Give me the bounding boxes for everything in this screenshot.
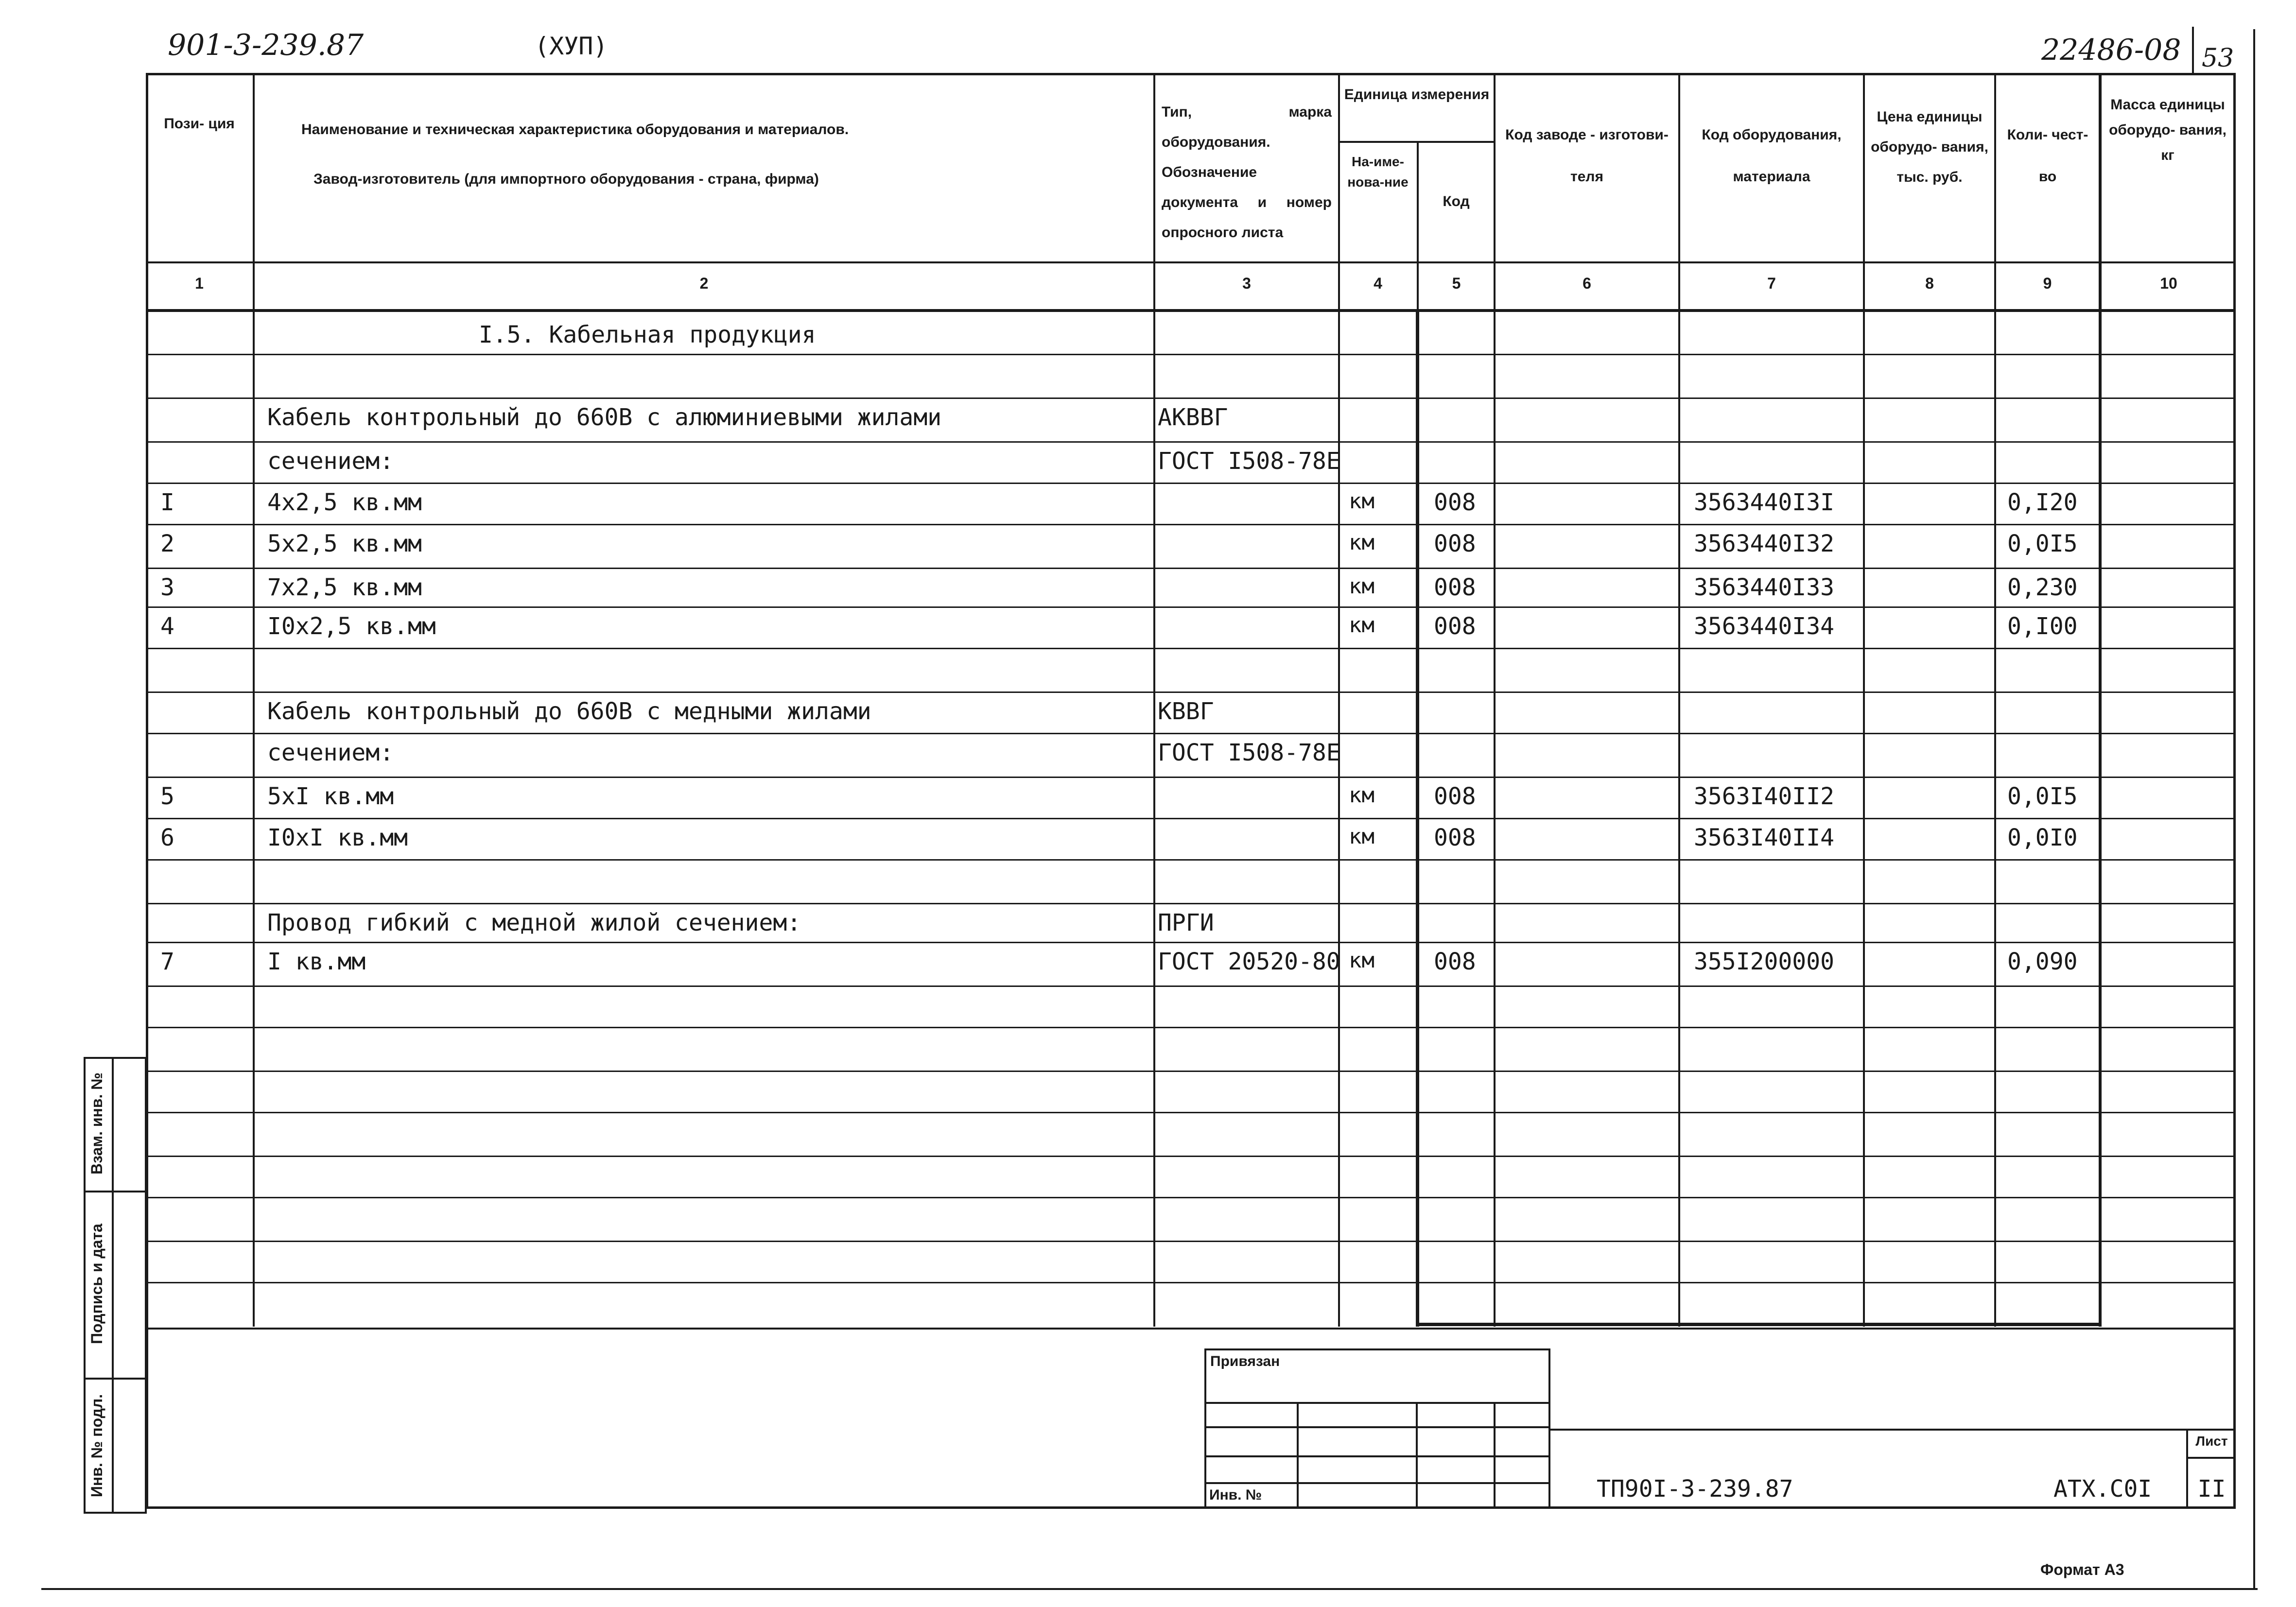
row-7-code: 008: [1434, 574, 1476, 601]
row-6-qty: 0,0I5: [2007, 530, 2078, 557]
top-document-code: 901-3-239.87: [168, 28, 364, 62]
sheet-label: Лист: [2195, 1434, 2228, 1449]
colnum-7: 7: [1767, 275, 1776, 292]
row-line-15: [146, 942, 2236, 943]
row-7-qty: 0,230: [2007, 574, 2078, 601]
row-line-12: [146, 818, 2236, 819]
side-stamp-inv-podl: Инв. № подл.: [88, 1394, 105, 1498]
col-line-6: [1678, 73, 1680, 1327]
col-line-3: [1338, 73, 1340, 1327]
row-16-name: I кв.мм: [267, 948, 366, 975]
col-line-1: [253, 73, 255, 1327]
page-number: 53: [2202, 44, 2234, 73]
row-1-name: I.5. Кабельная продукция: [479, 321, 816, 348]
row-16-unit: км: [1349, 948, 1374, 973]
row-16-qty: 0,090: [2007, 948, 2078, 975]
colnum-1: 1: [195, 275, 204, 292]
row-line-5: [146, 524, 2236, 525]
sheet-divider: [2186, 1429, 2188, 1509]
row-4-name: сечением:: [267, 448, 394, 475]
row-line-23: [146, 1282, 2236, 1283]
row-3-type: АКВВГ: [1158, 404, 1228, 431]
privyazan-block: [1204, 1348, 1550, 1509]
row-16-pos: 7: [160, 948, 174, 975]
row-line-14: [146, 903, 2236, 904]
row-6-code: 008: [1434, 530, 1476, 557]
header-quantity: Коли- чест- во: [2007, 127, 2088, 185]
row-12-qty: 0,0I5: [2007, 783, 2078, 810]
unit-sub-line: [1338, 141, 1496, 143]
header-unit-code: Код: [1443, 193, 1470, 209]
row-line-2: [146, 397, 2236, 399]
row-line-17: [146, 1027, 2236, 1028]
format-label: Формат А3: [2040, 1561, 2124, 1578]
row-6-pos: 2: [160, 530, 174, 557]
row-12-name: 5хI кв.мм: [267, 783, 394, 810]
privyazan-line-4: [1204, 1482, 1550, 1484]
row-8-qty: 0,I00: [2007, 613, 2078, 640]
colnum-6: 6: [1583, 275, 1591, 292]
row-7-unit: км: [1349, 574, 1374, 599]
row-15-type: ПРГИ: [1158, 909, 1214, 936]
row-line-22: [146, 1241, 2236, 1242]
row-8-code: 008: [1434, 613, 1476, 640]
row-line-10: [146, 733, 2236, 734]
row-12-code: 008: [1434, 783, 1476, 810]
col-line-4-head: [1417, 141, 1419, 311]
row-4-type: ГОСТ I508-78Е: [1158, 448, 1340, 475]
row-line-11: [146, 777, 2236, 778]
row-16-type: ГОСТ 20520-80: [1158, 948, 1340, 975]
header-unit-name: На-име-нова-ние: [1347, 154, 1409, 190]
row-line-4: [146, 483, 2236, 484]
privyazan-line-2: [1204, 1426, 1550, 1428]
body-end-line: [146, 1328, 2236, 1330]
row-13-name: I0хI кв.мм: [267, 824, 408, 851]
row-13-qty: 0,0I0: [2007, 824, 2078, 851]
row-7-mcode: 3563440I33: [1694, 574, 1834, 601]
row-16-mcode: 355I200000: [1694, 948, 1834, 975]
row-line-7: [146, 606, 2236, 608]
row-11-type: ГОСТ I508-78Е: [1158, 739, 1340, 766]
side-stamp-vzam: Взам. инв. №: [88, 1072, 105, 1175]
row-7-name: 7х2,5 кв.мм: [267, 574, 422, 601]
header-price: Цена единицы оборудо- вания, тыс. руб.: [1871, 109, 1988, 185]
row-5-code: 008: [1434, 489, 1476, 516]
privyazan-line-1: [1204, 1402, 1550, 1404]
row-12-unit: км: [1349, 783, 1374, 808]
header-factory-code: Код заводе - изготови- теля: [1505, 127, 1669, 185]
body-bottom-bold-line: [1416, 1323, 2101, 1326]
row-13-unit: км: [1349, 824, 1374, 849]
frame-bottom-line: [41, 1588, 2258, 1590]
side-stamp-podpis: Подпись и дата: [88, 1224, 105, 1344]
colnum-9: 9: [2043, 275, 2052, 292]
page-number-divider: [2192, 27, 2194, 75]
row-8-mcode: 3563440I34: [1694, 613, 1834, 640]
row-12-pos: 5: [160, 783, 174, 810]
row-5-qty: 0,I20: [2007, 489, 2078, 516]
colnum-bottom-line: [146, 309, 2236, 312]
colnum-4: 4: [1374, 275, 1382, 292]
row-11-name: сечением:: [267, 739, 394, 766]
col-line-2: [1153, 73, 1155, 1327]
inv-no-label: Инв. №: [1209, 1487, 1262, 1503]
header-unit: Единица измерения: [1344, 86, 1490, 103]
row-line-18: [146, 1071, 2236, 1072]
row-13-pos: 6: [160, 824, 174, 851]
sheet-number: II: [2197, 1475, 2226, 1503]
row-6-mcode: 3563440I32: [1694, 530, 1834, 557]
colnum-2: 2: [699, 275, 709, 292]
row-5-pos: I: [160, 489, 174, 516]
sheet-code: АТХ.С0I: [2053, 1475, 2152, 1503]
row-5-name: 4х2,5 кв.мм: [267, 489, 422, 516]
row-13-code: 008: [1434, 824, 1476, 851]
colnum-3: 3: [1242, 275, 1251, 292]
row-line-16: [146, 985, 2236, 987]
row-line-13: [146, 859, 2236, 861]
title-block-top-line: [1550, 1429, 2236, 1431]
row-6-unit: км: [1349, 530, 1374, 555]
row-6-name: 5х2,5 кв.мм: [267, 530, 422, 557]
privyazan-label: Привязан: [1210, 1353, 1280, 1369]
privyazan-line-3: [1204, 1455, 1550, 1457]
row-3-name: Кабель контрольный до 660В с алюминиевыми жилами: [267, 404, 942, 431]
colnum-5: 5: [1452, 275, 1461, 292]
header-material-code: Код оборудования, материала: [1702, 127, 1842, 185]
header-mass: Масса единицы оборудо- вания, кг: [2109, 97, 2226, 163]
document-code: ТП90I-3-239.87: [1597, 1475, 1793, 1503]
row-line-1: [146, 354, 2236, 355]
privyazan-vline-2: [1416, 1402, 1418, 1509]
col-line-5: [1494, 73, 1496, 1327]
header-type: Тип, марка оборудования. Обозначение документа и номер опросного листа: [1162, 104, 1332, 241]
row-line-19: [146, 1112, 2236, 1113]
row-12-mcode: 3563I40II2: [1694, 783, 1834, 810]
row-7-pos: 3: [160, 574, 174, 601]
colnum-10: 10: [2160, 275, 2177, 292]
row-line-3: [146, 441, 2236, 443]
col-line-7: [1863, 73, 1865, 1327]
privyazan-vline-1: [1297, 1402, 1299, 1509]
row-13-mcode: 3563I40II4: [1694, 824, 1834, 851]
row-15-name: Провод гибкий с медной жилой сечением:: [267, 909, 801, 936]
privyazan-vline-3: [1494, 1402, 1496, 1509]
row-5-unit: км: [1349, 489, 1374, 514]
row-line-8: [146, 648, 2236, 649]
col-line-8: [1994, 73, 1996, 1327]
row-5-mcode: 3563440I3I: [1694, 489, 1834, 516]
col-line-9: [2099, 73, 2102, 1327]
row-8-pos: 4: [160, 613, 174, 640]
side-stamp-vertical: [112, 1057, 114, 1514]
row-16-code: 008: [1434, 948, 1476, 975]
row-line-20: [146, 1156, 2236, 1157]
top-mark: (ХУП): [535, 32, 608, 60]
row-8-unit: км: [1349, 613, 1374, 638]
header-position: Пози- ция: [164, 116, 235, 132]
top-right-code: 22486-08: [2041, 33, 2181, 67]
header-name-line1: Наименование и техническая характеристика оборудования и материалов.: [301, 121, 849, 138]
frame-right-line: [2253, 29, 2255, 1589]
row-10-type: КВВГ: [1158, 698, 1214, 725]
header-bottom-line: [146, 261, 2236, 263]
row-line-6: [146, 568, 2236, 569]
row-10-name: Кабель контрольный до 660В с медными жилами: [267, 698, 871, 725]
sheet-label-line: [2186, 1457, 2236, 1459]
header-name-line2: Завод-изготовитель (для импортного оборудования - страна, фирма): [313, 171, 819, 187]
row-line-21: [146, 1197, 2236, 1198]
row-8-name: I0х2,5 кв.мм: [267, 613, 436, 640]
colnum-8: 8: [1925, 275, 1934, 292]
row-line-9: [146, 691, 2236, 693]
